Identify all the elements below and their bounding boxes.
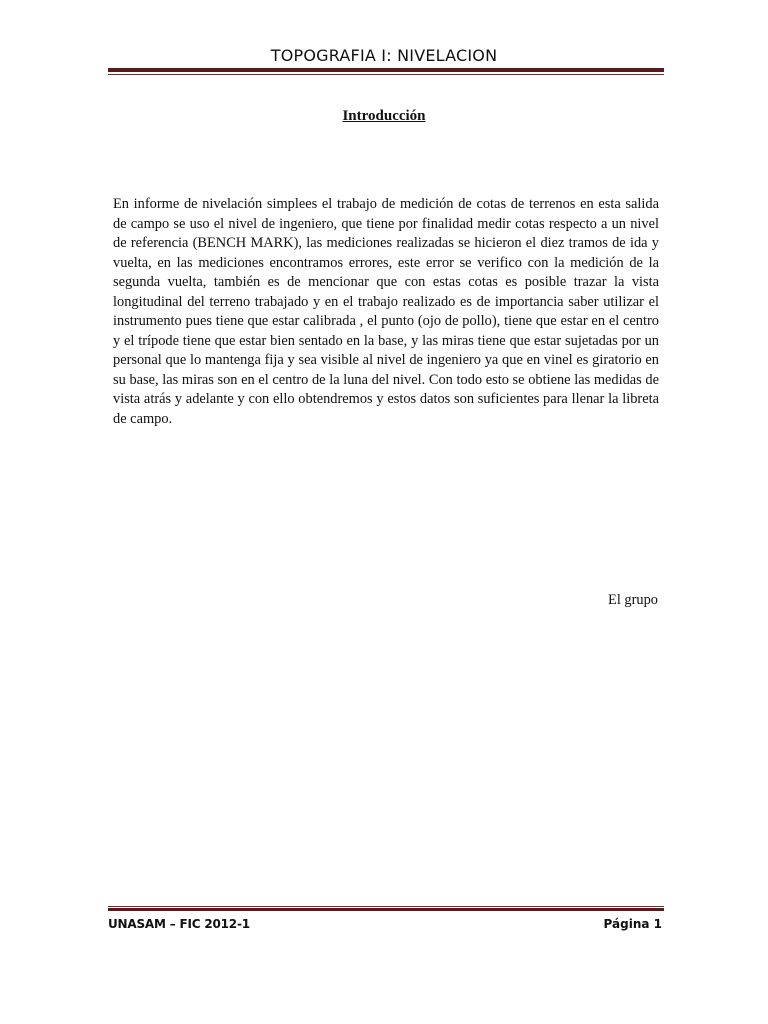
footer-rule-thick <box>108 908 664 911</box>
intro-paragraph: En informe de nivelación simplees el trabajo de medición de cotas de terrenos en esta salida de campo se uso el nivel de ingeniero, que tiene por finalidad medir cotas respecto a un nivel de referencia (BENCH MARK), las mediciones realizadas se hicieron el diez tramos de ida y vuelta, en las mediciones encontramos errores, este error se verifico con la medición de la segunda vuelta, también es de mencionar que con estas cotas es posible trazar la vista longitudinal del terreno trabajado y en el trabajo realizado es de importancia saber utilizar el instrumento pues tiene que estar calibrada , el punto (ojo de pollo), tiene que estar en el centro y el trípode tiene que estar bien sentado en la base, y las miras tiene que estar sujetadas por un personal que lo mantenga fija y sea visible al nivel de ingeniero ya que en vinel es giratorio en su base, las miras son en el centro de la luna del nivel. Con todo esto se obtiene las medidas de vista atrás y adelante y con ello obtendremos y estos datos son suficientes para llenar la libreta de campo. <box>113 196 659 427</box>
footer-page-number: Página 1 <box>603 917 662 931</box>
header-title: TOPOGRAFIA I: NIVELACION <box>270 46 498 65</box>
header-rule-thick <box>108 68 664 72</box>
signature: El grupo <box>608 592 658 608</box>
footer-institution: UNASAM – FIC 2012-1 <box>108 917 250 931</box>
footer-rule-thin <box>108 906 664 907</box>
header-rule-thin <box>108 74 664 75</box>
section-title: Introducción <box>342 108 426 124</box>
